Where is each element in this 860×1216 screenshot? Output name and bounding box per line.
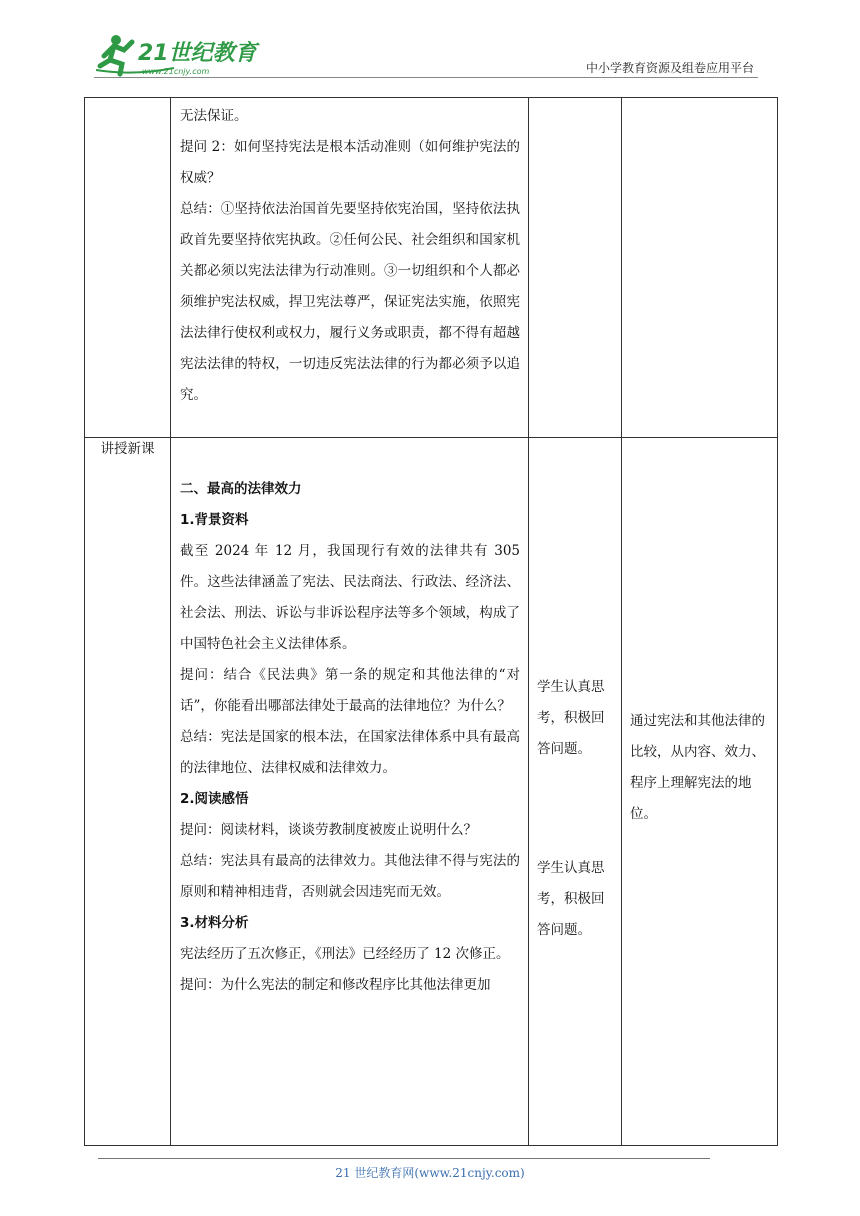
question-text: 提问：结合《民法典》第一条的规定和其他法律的“对话”，你能看出哪部法律处于最高的法律地位？为什么？	[180, 667, 520, 714]
platform-name: 中小学教育资源及组卷应用平台	[585, 61, 754, 75]
student-cell	[529, 438, 622, 1146]
logo-icon	[94, 30, 264, 80]
section-title: 二、最高的法律效力	[180, 481, 302, 497]
summary-text: 总结：宪法是国家的根本法，在国家法律体系中具有最高的法律地位、法律权威和法律效力。	[180, 729, 520, 776]
content-cell	[171, 98, 529, 438]
subsection-title: 2.阅读感悟	[180, 791, 249, 807]
logo	[94, 30, 264, 80]
paragraph: 宪法经历了五次修正，《刑法》已经经历了 12 次修正。	[180, 946, 510, 962]
table-row	[85, 438, 778, 1146]
paragraph: 无法保证。	[180, 108, 248, 124]
svg-text:21世纪教育: 21世纪教育	[138, 41, 257, 66]
row-label: 讲授新课	[100, 441, 155, 457]
header-divider	[94, 77, 758, 78]
student-activity: 学生认真思考，积极回答问题。	[537, 679, 605, 757]
footer-divider	[98, 1158, 710, 1159]
question-text: 提问 2：如何坚持宪法是根本活动准则（如何维护宪法的权威？	[180, 139, 520, 186]
svg-text:www.21cnjy.com: www.21cnjy.com	[142, 67, 210, 76]
content-cell	[171, 438, 529, 1146]
lesson-table	[84, 97, 778, 1146]
footer-text: 21 世纪教育网(www.21cnjy.com)	[335, 1166, 525, 1180]
paragraph: 截至 2024 年 12 月，我国现行有效的法律共有 305 件。这些法律涵盖了宪法、民法商法、行政法、经济法、社会法、刑法、诉讼与非诉讼程序法等多个领域，构成了中国特色社会主义法律体系。	[180, 543, 520, 652]
summary-text: 总结：①坚持依法治国首先要坚持依宪治国，坚持依法执政首先要坚持依宪执政。②任何公民、社会组织和国家机关都必须以宪法法律为行动准则。③一切组织和个人都必须维护宪法权威，捍卫宪法尊严，保证宪法实施，依照宪法法律行使权利或权力，履行义务或职责，都不得有超越宪法法律的特权，一切违反宪法法律的行为都必须予以追究。	[180, 201, 520, 403]
student-activity: 学生认真思考，积极回答问题。	[537, 860, 605, 938]
question-text: 提问：为什么宪法的制定和修改程序比其他法律更加	[180, 977, 491, 993]
intent-cell	[622, 438, 778, 1146]
subsection-title: 3.材料分析	[180, 915, 249, 931]
student-cell	[529, 98, 622, 438]
intent-cell	[622, 98, 778, 438]
page-header	[0, 0, 860, 80]
design-intent: 通过宪法和其他法律的比较，从内容、效力、程序上理解宪法的地位。	[630, 713, 765, 822]
table-row	[85, 98, 778, 438]
summary-text: 总结：宪法具有最高的法律效力。其他法律不得与宪法的原则和精神相违背，否则就会因违宪而无效。	[180, 853, 520, 900]
question-text: 提问：阅读材料，谈谈劳教制度被废止说明什么？	[180, 822, 477, 838]
subsection-title: 1.背景资料	[180, 512, 249, 528]
label-cell	[85, 98, 171, 438]
label-cell	[85, 438, 171, 1146]
